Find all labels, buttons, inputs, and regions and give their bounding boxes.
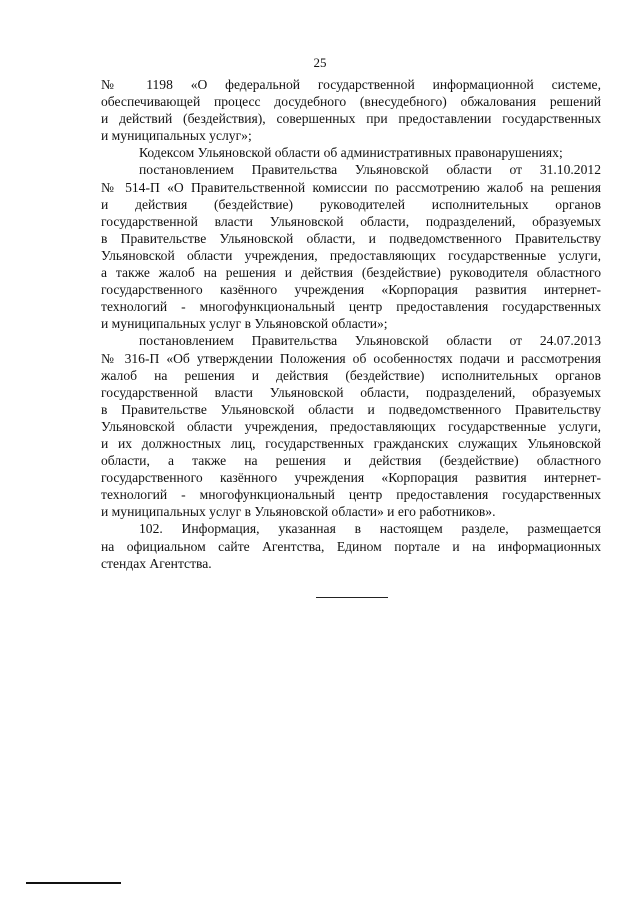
text-line: № 316-П «Об утверждении Положения об особенностях подачи и рассмотрения: [101, 350, 601, 366]
text-line: в Правительстве Ульяновской области, и подведомственного Правительству: [101, 230, 601, 246]
text-line: государственной власти Ульяновской области, подразделений, образуемых: [101, 384, 601, 400]
paragraph-resolution-514: [101, 161, 601, 332]
text-line: и их должностных лиц, государственных гражданских служащих Ульяновской: [101, 435, 601, 451]
text-line: и действия (бездействие) руководителей исполнительных органов: [101, 196, 601, 212]
text-line: в Правительстве Ульяновской области и подведомственного Правительству: [101, 401, 601, 417]
text-line: Ульяновской области учреждения, предоставляющих государственные услуги,: [101, 247, 601, 263]
text-line: обеспечивающей процесс досудебного (внесудебного) обжалования решений: [101, 94, 601, 110]
text-line: государственной власти Ульяновской области, подразделений, образуемых: [101, 213, 601, 229]
text-line: 102. Информация, указанная в настоящем разделе, размещается: [139, 521, 601, 537]
text-line: государственного казённого учреждения «Корпорация развития интернет-: [101, 282, 601, 298]
text-line: технологий - многофункциональный центр предоставления государственных: [101, 487, 601, 503]
text-line: области, а также на решения и действия (бездействие) областного: [101, 453, 601, 469]
text-line: Кодексом Ульяновской области об административных правонарушениях;: [139, 145, 563, 161]
text-line: Ульяновской области учреждения, предоставляющих государственные услуги,: [101, 418, 601, 434]
text-line: стендах Агентства.: [101, 555, 212, 571]
paragraph-item-102: [101, 520, 601, 571]
footer-rule: [26, 882, 121, 884]
text-line: и муниципальных услуг в Ульяновской области»;: [101, 316, 388, 332]
text-line: жалоб на решения и действия (бездействие) исполнительных органов: [101, 367, 601, 383]
text-line: и муниципальных услуг в Ульяновской области» и его работников».: [101, 504, 496, 520]
text-line: постановлением Правительства Ульяновской области от 24.07.2013: [139, 333, 601, 349]
end-separator-line: [316, 597, 388, 598]
text-line: технологий - многофункциональный центр предоставления государственных: [101, 299, 601, 315]
document-body: [101, 76, 601, 572]
paragraph-federal-law: [101, 76, 601, 144]
text-line: государственного казённого учреждения «Корпорация развития интернет-: [101, 470, 601, 486]
text-line: а также жалоб на решения и действия (бездействие) руководителя областного: [101, 265, 601, 281]
text-line: на официальном сайте Агентства, Едином портале и на информационных: [101, 538, 601, 554]
text-line: № 514-П «О Правительственной комиссии по рассмотрению жалоб на решения: [101, 179, 601, 195]
text-line: № 1198 «О федеральной государственной информационной системе,: [101, 77, 601, 92]
paragraph-resolution-316: [101, 332, 601, 520]
paragraph-code: [101, 144, 601, 161]
text-line: и действий (бездействия), совершенных при предоставлении государственных: [101, 111, 601, 127]
text-line: и муниципальных услуг»;: [101, 128, 252, 144]
text-line: постановлением Правительства Ульяновской области от 31.10.2012: [139, 162, 601, 178]
page-number: 25: [313, 55, 327, 70]
